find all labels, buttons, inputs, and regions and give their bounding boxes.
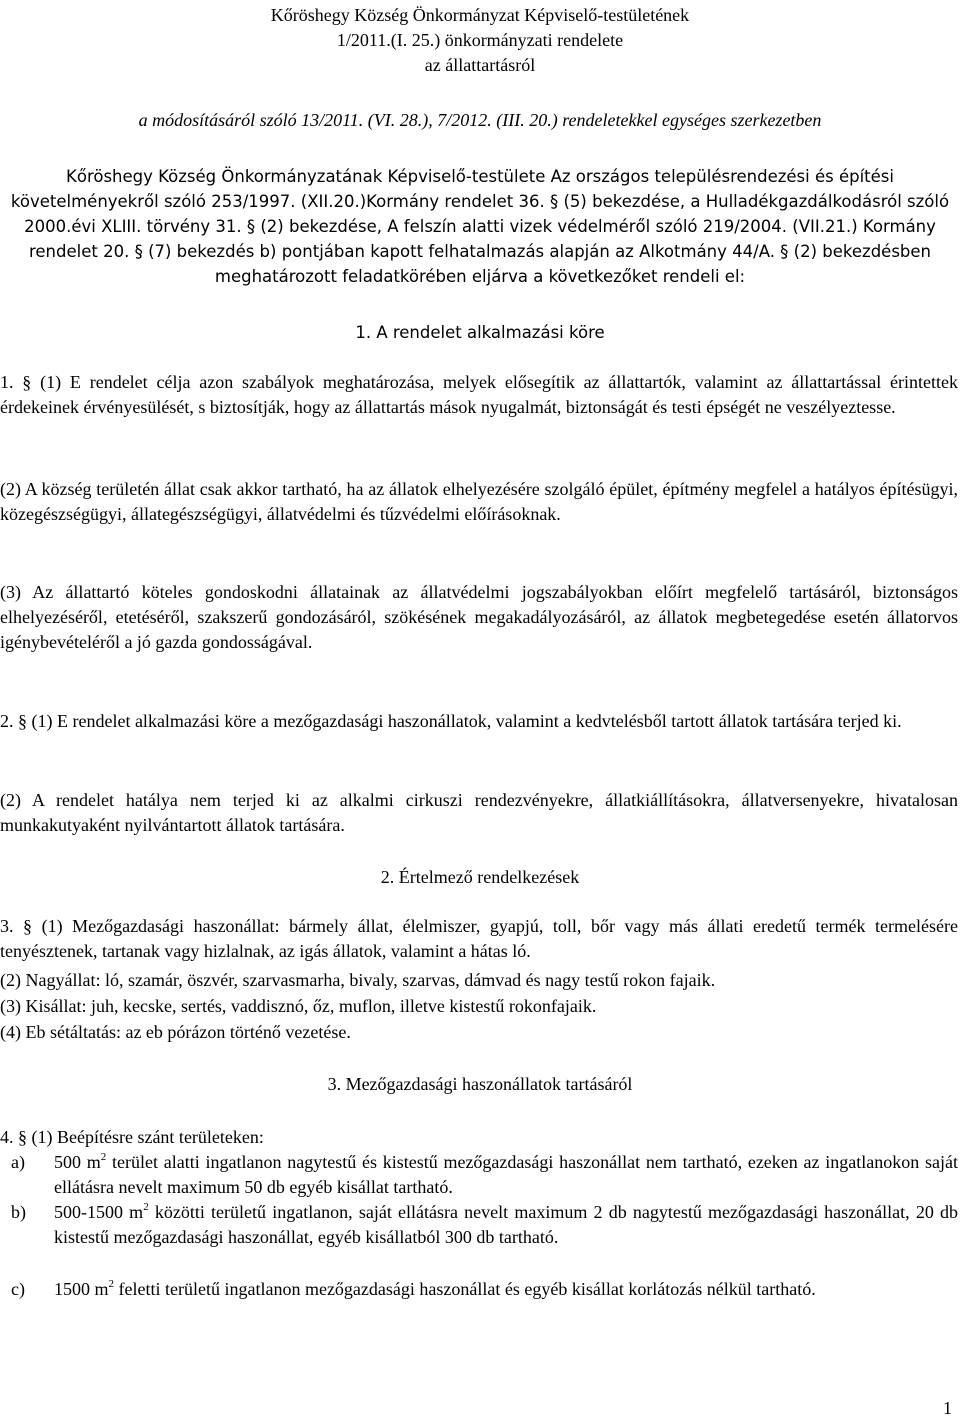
amendment-note: a módosításáról szóló 13/2011. (VI. 28.), 7/2012. (III. 20.) rendeletekkel egységes szerkezetben bbox=[138, 110, 822, 130]
section-3-heading: 3. Mezőgazdasági haszonállatok tartásáról bbox=[327, 1074, 633, 1094]
paragraph-3-3: (3) Kisállat: juh, kecske, sertés, vaddisznó, őz, muflon, illetve kistestű rokonfajaik. bbox=[0, 996, 597, 1016]
paragraph-4-intro: 4. § (1) Beépítésre szánt területeken: bbox=[0, 1127, 264, 1147]
list-letter: a) bbox=[11, 1152, 25, 1172]
list-text-lead: 500 m bbox=[54, 1152, 101, 1172]
list-letter: b) bbox=[11, 1202, 26, 1222]
list-text-lead: 1500 m bbox=[54, 1279, 109, 1299]
list-text bbox=[54, 1200, 958, 1250]
document-title bbox=[0, 3, 960, 78]
page-number: 1 bbox=[943, 1398, 952, 1418]
list-text-rest: terület alatti ingatlanon nagytestű és kistestű mezőgazdasági haszonállat nem tartható, ezeken az ingatlanokon saját ellátásra nevelt maximum 50 db egyéb kisállat tartható. bbox=[54, 1152, 958, 1197]
preamble: Kőröshegy Község Önkormányzatának Képviselő-testülete Az országos településrendezési és építési követelményekről szóló 253/1997. (XII.20.)Kormány rendelet 36. § (5) bekezdése, a Hulladékgazdálkodásról szóló 2000.évi XLIII. törvény 31. § (2) bekezdése, A felszín alatti vizek védelméről szóló 219/2004. (VII.21.) Kormány rendelet 20. § (7) bekezdés b) pontjában kapott felhatalmazás alapján az Alkotmány 44/A. § (2) bekezdésben meghatározott feladatkörében eljárva a következőket rendeli el: bbox=[10, 167, 950, 286]
title-line-2: 1/2011.(I. 25.) önkormányzati rendelete bbox=[336, 30, 624, 50]
superscript: 2 bbox=[100, 1151, 107, 1163]
list-text-rest: feletti területű ingatlanon mezőgazdasági haszonállat és egyéb kisállat korlátozás nélkül tartható. bbox=[114, 1279, 816, 1299]
paragraph-3-1: 3. § (1) Mezőgazdasági haszonállat: bármely állat, élelmiszer, gyapjú, toll, bőr vagy más állati eredetű termék termelésére tenyésztenek, tartanak vagy hizlalnak, az igás állatok, valamint a hátas ló. bbox=[0, 916, 958, 961]
paragraph-3-4: (4) Eb sétáltatás: az eb pórázon történő vezetése. bbox=[0, 1022, 351, 1042]
superscript: 2 bbox=[108, 1278, 115, 1290]
paragraph-1-1: 1. § (1) E rendelet célja azon szabályok meghatározása, melyek elősegítik az állattartók, valamint az állattartással érintettek érdekeinek érvényesülését, s biztosítják, hogy az állattartás mások nyugalmát, biztonságát és testi épségét ne veszélyeztesse. bbox=[0, 372, 958, 417]
list-text-rest: közötti területű ingatlanon, saját ellátásra nevelt maximum 2 db nagytestű mezőgazdasági haszonállat, 20 db kistestű mezőgazdasági haszonállat, egyéb kisállatból 300 db tartható. bbox=[54, 1202, 958, 1247]
paragraph-2-1: 2. § (1) E rendelet alkalmazási köre a mezőgazdasági haszonállatok, valamint a kedvtelésből tartott állatok tartására terjed ki. bbox=[0, 711, 902, 731]
paragraph-1-3: (3) Az állattartó köteles gondoskodni állatainak az állatvédelmi jogszabályokban előírt megfelelő tartásáról, biztonságos elhelyezéséről, etetéséről, szakszerű gondozásáról, szökésének megakadályozásáról, az állatok megbetegedése esetén állatorvos igénybevételéről a jó gazda gondosságával. bbox=[0, 582, 958, 652]
paragraph-2-2: (2) A rendelet hatálya nem terjed ki az alkalmi cirkuszi rendezvényekre, állatkiállításokra, állatversenyekre, hivatalosan munkakutyaként nyilvántartott állatok tartására. bbox=[0, 790, 958, 835]
list-letter: c) bbox=[11, 1279, 25, 1299]
section-2-heading: 2. Értelmező rendelkezések bbox=[380, 867, 580, 887]
list-text-lead: 500-1500 m bbox=[54, 1202, 144, 1222]
superscript: 2 bbox=[143, 1201, 149, 1213]
list-text bbox=[54, 1150, 958, 1200]
title-line-3: az állattartásról bbox=[424, 55, 536, 75]
paragraph-3-2: (2) Nagyállat: ló, szamár, öszvér, szarvasmarha, bivaly, szarvas, dámvad és nagy testű rokon fajaik. bbox=[0, 970, 716, 990]
paragraph-1-2: (2) A község területén állat csak akkor tartható, ha az állatok elhelyezésére szolgáló épület, építmény megfelel a hatályos építésügyi, közegészségügyi, állategészségügyi, állatvédelmi és tűzvédelmi előírásoknak. bbox=[0, 479, 958, 524]
section-1-heading: 1. A rendelet alkalmazási köre bbox=[355, 323, 605, 342]
title-line-1: Kőröshegy Község Önkormányzat Képviselő-testületének bbox=[270, 5, 690, 25]
list-text bbox=[54, 1277, 958, 1302]
